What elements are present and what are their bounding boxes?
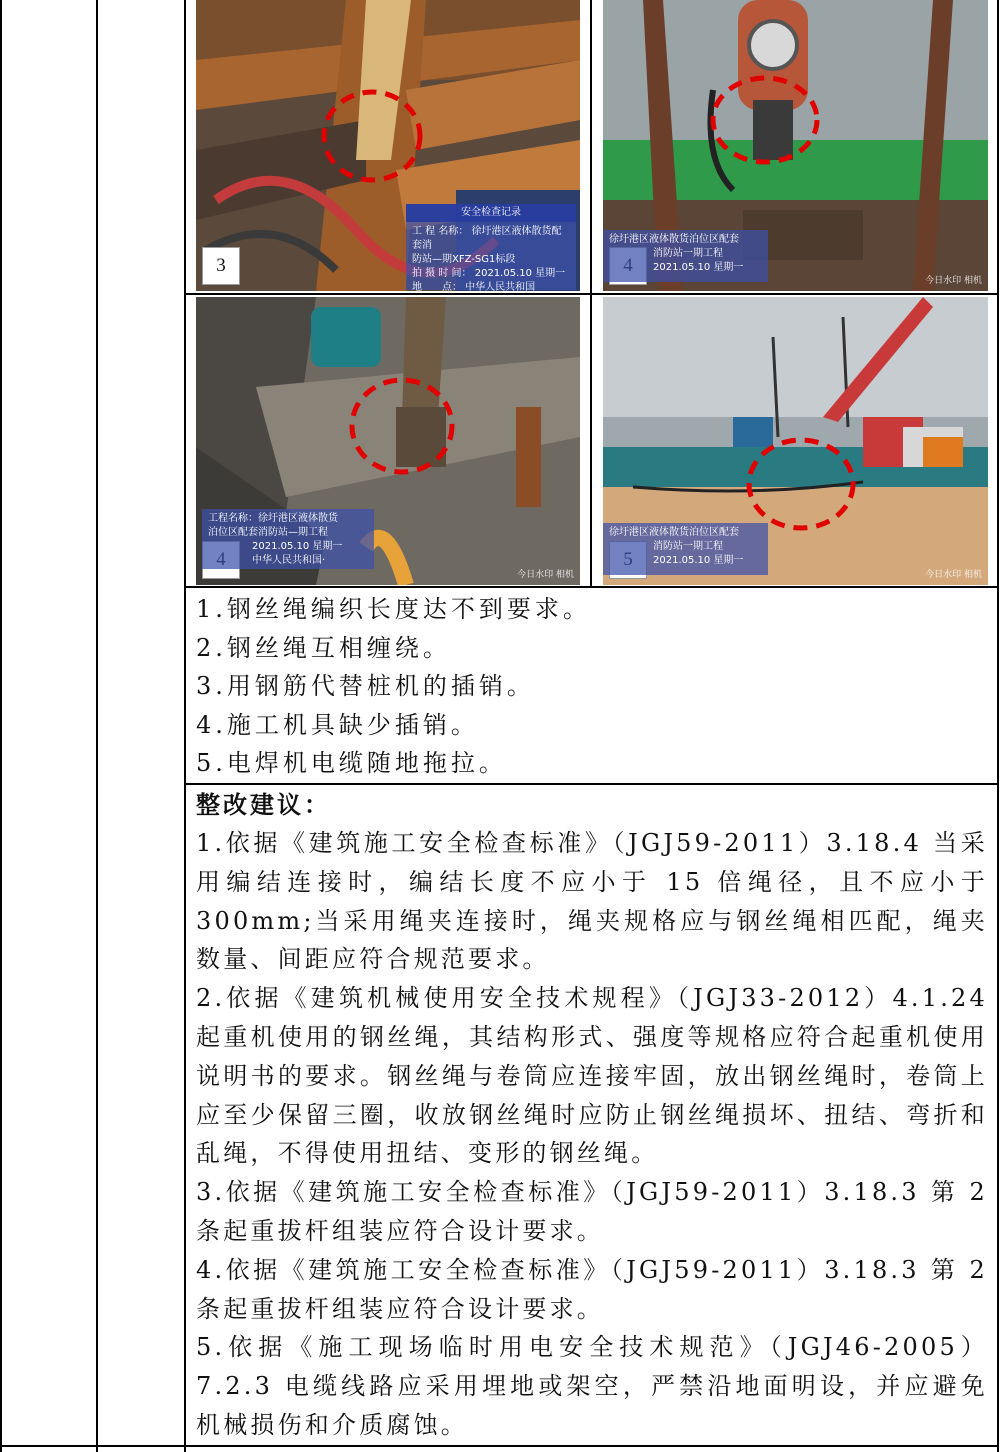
advice-item: 2.依据《建筑机械使用安全技术规程》（JGJ33-2012）4.1.24 起重机使用的钢丝绳，其结构形式、强度等规格应符合起重机使用说明书的要求。钢丝绳与卷筒应连接牢固，放出钢丝绳时，卷筒上应至少保留三圈，收放钢丝绳时应防止钢丝绳损坏、扭结、弯折和乱绳，不得使用扭结、变形的钢丝绳。 bbox=[196, 984, 988, 1168]
table-column-divider-1 bbox=[96, 0, 98, 1452]
table-border-left bbox=[0, 0, 2, 1452]
advice-title: 整改建议： bbox=[196, 791, 331, 819]
camera-watermark: 今日水印 相机 bbox=[925, 276, 982, 286]
table-border-right bbox=[997, 0, 999, 1452]
photo-timestamp-stamp bbox=[603, 523, 768, 575]
camera-watermark: 今日水印 相机 bbox=[925, 570, 982, 580]
stamp-line: 消防站一期工程 bbox=[653, 541, 723, 552]
findings-list bbox=[196, 590, 986, 783]
stamp-line: 2021.05.10 星期一 bbox=[252, 541, 343, 552]
finding-item: 1.钢丝绳编织长度达不到要求。 bbox=[196, 595, 591, 623]
stamp-title: 安全检查记录 bbox=[406, 204, 576, 222]
table-column-divider-2 bbox=[184, 0, 186, 1452]
stamp-line: 徐圩港区液体散货泊位区配套 bbox=[609, 234, 739, 245]
advice-item: 5.依据《施工现场临时用电安全技术规范》（JGJ46-2005）7.2.3 电缆线路应采用埋地或架空，严禁沿地面明设，并应避免机械损伤和介质腐蚀。 bbox=[196, 1333, 988, 1439]
finding-item: 4.施工机具缺少插销。 bbox=[196, 710, 479, 739]
photo-5-welding-cable bbox=[603, 297, 988, 585]
finding-item: 2.钢丝绳互相缠绕。 bbox=[196, 633, 451, 662]
photo-3-rope-splice bbox=[196, 0, 580, 291]
advice-item: 3.依据《建筑施工安全检查标准》（JGJ59-2011）3.18.3 第 2 条起重拔杆组装应符合设计要求。 bbox=[196, 1178, 988, 1245]
finding-item: 3.用钢筋代替桩机的插销。 bbox=[196, 672, 535, 700]
stamp-line: 中华人民共和国· bbox=[252, 555, 326, 566]
stamp-line: 消防站一期工程 bbox=[653, 248, 723, 259]
stamp-line: 拍 摄 时 间： 2021.05.10 星期一 bbox=[412, 268, 566, 279]
advice-item: 4.依据《建筑施工安全检查标准》（JGJ59-2011）3.18.3 第 2 条起重拔杆组装应符合设计要求。 bbox=[196, 1255, 988, 1323]
photo-timestamp-stamp bbox=[603, 230, 768, 282]
stamp-line: 2021.05.10 星期一 bbox=[653, 262, 744, 273]
stamp-line: 地 点： 中华人民共和国 bbox=[412, 282, 536, 291]
stamp-line: 2021.05.10 星期一 bbox=[653, 555, 744, 566]
stamp-line: 徐圩港区液体散货泊位区配套 bbox=[609, 527, 739, 538]
photo-timestamp-stamp bbox=[202, 509, 374, 569]
finding-item: 5.电焊机电缆随地拖拉。 bbox=[196, 749, 507, 777]
stamp-line: 泊位区配套消防站—期工程 bbox=[208, 527, 328, 538]
stamp-line: 工程名称：徐圩港区液体散货 bbox=[208, 513, 338, 524]
photo-timestamp-stamp bbox=[406, 204, 576, 290]
photo-number-badge: 3 bbox=[202, 247, 240, 285]
camera-watermark: 今日水印 相机 bbox=[517, 570, 574, 580]
findings-bottom-border bbox=[184, 783, 999, 785]
rectification-advice bbox=[196, 786, 988, 1445]
advice-item: 1.依据《建筑施工安全检查标准》（JGJ59-2011）3.18.4 当采用编结连接时，编结长度不应小于 15 倍绳径，且不应小于 300mm;当采用绳夹连接时，绳夹规格应与钢丝绳相匹配，绳夹数量、间距应符合规范要求。 bbox=[196, 829, 988, 974]
photos-bottom-border bbox=[184, 586, 999, 588]
stamp-line: 工 程 名称： 徐圩港区液体散货配套消 bbox=[412, 226, 562, 251]
stamp-line: 防站—期XFZ-SG1标段 bbox=[412, 254, 516, 265]
photo-4-crane-hook bbox=[603, 0, 988, 291]
table-bottom-border bbox=[0, 1445, 999, 1447]
photo-4-missing-pin bbox=[196, 297, 580, 585]
photo-row-divider bbox=[184, 293, 999, 295]
